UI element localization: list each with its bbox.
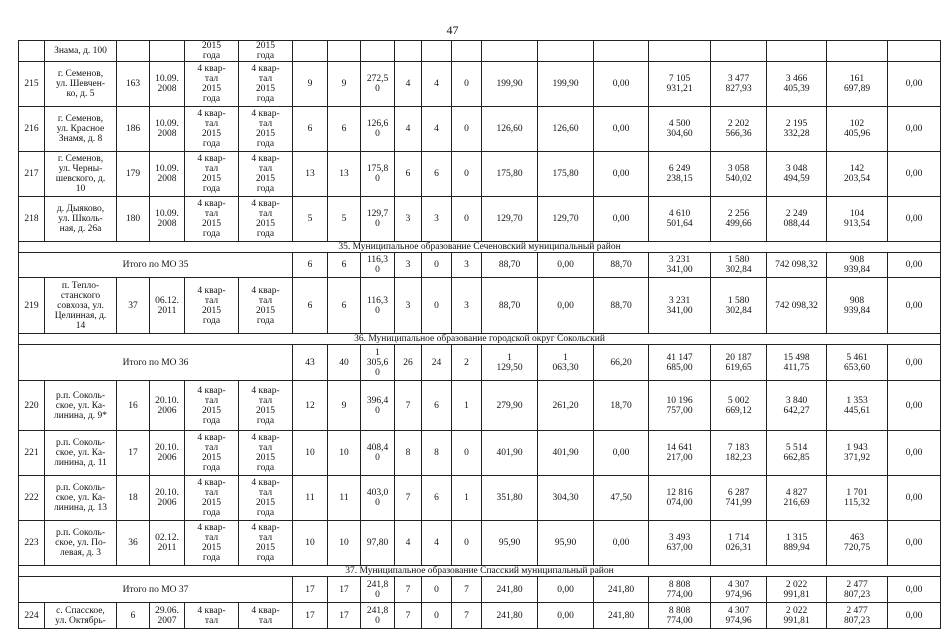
cell-residents: 12 [293, 381, 328, 431]
table-row [19, 521, 941, 566]
cell-area-private: 0,00 [538, 253, 594, 278]
cell-area-total: 279,90 [482, 381, 538, 431]
cell-rooms-private: 0 [422, 278, 452, 334]
cell-extra-funds: 0,00 [888, 431, 941, 476]
cell-rooms-total: 7 [395, 476, 422, 521]
cell-area-municipal: 88,70 [594, 253, 649, 278]
cell-area-total: 199,90 [482, 62, 538, 107]
cell-area-total: 241,80 [482, 603, 538, 629]
cell-cost-total: 3 231 341,00 [649, 278, 711, 334]
cell-area-municipal: 47,50 [594, 476, 649, 521]
cell-cost-total: 3 493 637,00 [649, 521, 711, 566]
cell-fund-share [711, 41, 767, 62]
cell-rooms-total [395, 41, 422, 62]
cell-address: р.п. Соколь- ское, ул. По- левая, д. 3 [45, 521, 117, 566]
cell-actual-date: 4 квар- тал 2015 года [239, 476, 293, 521]
cell-residents: 13 [293, 152, 328, 197]
cell-rooms-total: 7 [395, 381, 422, 431]
cell-extra-funds: 0,00 [888, 577, 941, 603]
cell-extra-funds: 0,00 [888, 345, 941, 381]
cell-region-share: 1 315 889,94 [767, 521, 827, 566]
cell-rooms-total: 4 [395, 62, 422, 107]
cell-plan-date: 4 квар- тал 2015 года [185, 521, 239, 566]
cell-residents-resettled: 11 [328, 476, 361, 521]
cell-doc-number: 180 [117, 197, 150, 242]
cell-address: г. Семенов, ул. Шевчен- ко, д. 5 [45, 62, 117, 107]
cell-address: п. Тепло- станского совхоза, ул. Целинная, д. 14 [45, 278, 117, 334]
cell-cost-total: 7 105 931,21 [649, 62, 711, 107]
cell-plan-date: 4 квар- тал [185, 603, 239, 629]
cell-address: р.п. Соколь- ское, ул. Ка- линина, д. 13 [45, 476, 117, 521]
cell-rooms-private: 6 [422, 152, 452, 197]
cell-row-number: 220 [19, 381, 45, 431]
cell-area-municipal: 0,00 [594, 107, 649, 152]
cell-actual-date: 4 квар- тал 2015 года [239, 521, 293, 566]
cell-extra-funds: 0,00 [888, 521, 941, 566]
cell-rooms-total: 26 [395, 345, 422, 381]
cell-doc-date [150, 41, 185, 62]
cell-rooms-private: 6 [422, 476, 452, 521]
cell-doc-number: 18 [117, 476, 150, 521]
cell-extra-funds: 0,00 [888, 152, 941, 197]
cell-extra-funds [888, 41, 941, 62]
cell-municipal-share: 161 697,89 [827, 62, 888, 107]
cell-rooms-total: 7 [395, 603, 422, 629]
cell-fund-share: 3 477 827,93 [711, 62, 767, 107]
table-row [19, 41, 941, 62]
cell-actual-date: 4 квар- тал 2015 года [239, 197, 293, 242]
cell-municipal-share: 1 701 115,32 [827, 476, 888, 521]
cell-area-private: 126,60 [538, 107, 594, 152]
cell-municipal-share: 102 405,96 [827, 107, 888, 152]
section-title: 36. Муниципальное образование городской округ Сокольский [19, 334, 941, 345]
cell-fund-share: 2 256 499,66 [711, 197, 767, 242]
cell-rooms-private: 0 [422, 577, 452, 603]
cell-doc-number: 37 [117, 278, 150, 334]
cell-municipal-share: 1 943 371,92 [827, 431, 888, 476]
cell-region-share [767, 41, 827, 62]
cell-doc-date: 10.09. 2008 [150, 107, 185, 152]
cell-doc-number: 16 [117, 381, 150, 431]
cell-total-area: 396,4 0 [361, 381, 395, 431]
cell-area-total: 1 129,50 [482, 345, 538, 381]
cell-total-area: 129,7 0 [361, 197, 395, 242]
cell-doc-date: 20.10. 2006 [150, 431, 185, 476]
cell-area-total: 401,90 [482, 431, 538, 476]
cell-extra-funds: 0,00 [888, 253, 941, 278]
table-row [19, 431, 941, 476]
cell-total-area: 116,3 0 [361, 253, 395, 278]
cell-rooms-private: 0 [422, 253, 452, 278]
cell-region-share: 2 249 088,44 [767, 197, 827, 242]
cell-area-private: 1 063,30 [538, 345, 594, 381]
cell-row-number [19, 41, 45, 62]
cell-area-private: 199,90 [538, 62, 594, 107]
cell-rooms-municipal: 7 [452, 603, 482, 629]
cell-rooms-private [422, 41, 452, 62]
total-label: Итого по МО 37 [19, 577, 293, 603]
cell-area-total: 351,80 [482, 476, 538, 521]
cell-rooms-municipal: 7 [452, 577, 482, 603]
cell-row-number: 222 [19, 476, 45, 521]
cell-row-number: 223 [19, 521, 45, 566]
cell-plan-date: 4 квар- тал 2015 года [185, 278, 239, 334]
cell-total-area [361, 41, 395, 62]
cell-area-total [482, 41, 538, 62]
total-row [19, 345, 941, 381]
cell-fund-share: 4 307 974,96 [711, 577, 767, 603]
table-row [19, 107, 941, 152]
cell-rooms-total: 3 [395, 253, 422, 278]
cell-doc-number: 36 [117, 521, 150, 566]
cell-municipal-share: 104 913,54 [827, 197, 888, 242]
cell-total-area: 241,8 0 [361, 577, 395, 603]
cell-plan-date: 4 квар- тал 2015 года [185, 107, 239, 152]
total-label: Итого по МО 35 [19, 253, 293, 278]
cell-rooms-private: 0 [422, 603, 452, 629]
cell-area-total: 175,80 [482, 152, 538, 197]
cell-extra-funds: 0,00 [888, 107, 941, 152]
cell-residents: 10 [293, 521, 328, 566]
cell-total-area: 175,8 0 [361, 152, 395, 197]
cell-doc-number: 179 [117, 152, 150, 197]
cell-residents: 43 [293, 345, 328, 381]
cell-region-share: 3 840 642,27 [767, 381, 827, 431]
cell-residents: 9 [293, 62, 328, 107]
cell-rooms-municipal: 0 [452, 152, 482, 197]
cell-rooms-municipal [452, 41, 482, 62]
section-title: 35. Муниципальное образование Сеченовский муниципальный район [19, 242, 941, 253]
cell-cost-total: 6 249 238,15 [649, 152, 711, 197]
cell-address: с. Спасское, ул. Октябрь- [45, 603, 117, 629]
cell-plan-date: 2015 года [185, 41, 239, 62]
cell-doc-date: 06.12. 2011 [150, 278, 185, 334]
cell-fund-share: 1 580 302,84 [711, 278, 767, 334]
cell-region-share: 4 827 216,69 [767, 476, 827, 521]
cell-region-share: 3 466 405,39 [767, 62, 827, 107]
cell-rooms-municipal: 0 [452, 521, 482, 566]
cell-municipal-share: 142 203,54 [827, 152, 888, 197]
cell-municipal-share: 2 477 807,23 [827, 603, 888, 629]
table-row [19, 152, 941, 197]
cell-plan-date: 4 квар- тал 2015 года [185, 476, 239, 521]
cell-fund-share: 1 714 026,31 [711, 521, 767, 566]
cell-residents-resettled: 6 [328, 107, 361, 152]
table-row [19, 197, 941, 242]
cell-rooms-private: 3 [422, 197, 452, 242]
cell-rooms-municipal: 0 [452, 197, 482, 242]
cell-row-number: 215 [19, 62, 45, 107]
cell-region-share: 5 514 662,85 [767, 431, 827, 476]
cell-area-private: 95,90 [538, 521, 594, 566]
cell-region-share: 2 195 332,28 [767, 107, 827, 152]
cell-row-number: 217 [19, 152, 45, 197]
cell-area-total: 88,70 [482, 253, 538, 278]
cell-municipal-share: 1 353 445,61 [827, 381, 888, 431]
cell-area-total: 88,70 [482, 278, 538, 334]
cell-rooms-municipal: 2 [452, 345, 482, 381]
cell-doc-date: 10.09. 2008 [150, 197, 185, 242]
section-row [19, 334, 941, 345]
cell-total-area: 1 305,6 0 [361, 345, 395, 381]
cell-area-municipal: 0,00 [594, 152, 649, 197]
cell-extra-funds: 0,00 [888, 62, 941, 107]
cell-residents-resettled: 17 [328, 603, 361, 629]
cell-doc-number: 186 [117, 107, 150, 152]
cell-area-total: 126,60 [482, 107, 538, 152]
cell-address: г. Семенов, ул. Красное Знамя, д. 8 [45, 107, 117, 152]
cell-area-total: 95,90 [482, 521, 538, 566]
cell-actual-date: 4 квар- тал 2015 года [239, 431, 293, 476]
cell-total-area: 241,8 0 [361, 603, 395, 629]
cell-total-area: 126,6 0 [361, 107, 395, 152]
cell-plan-date: 4 квар- тал 2015 года [185, 62, 239, 107]
cell-area-municipal [594, 41, 649, 62]
cell-area-private: 261,20 [538, 381, 594, 431]
cell-rooms-municipal: 3 [452, 253, 482, 278]
cell-rooms-private: 8 [422, 431, 452, 476]
cell-cost-total: 10 196 757,00 [649, 381, 711, 431]
cell-area-municipal: 66,20 [594, 345, 649, 381]
cell-row-number: 219 [19, 278, 45, 334]
cell-extra-funds: 0,00 [888, 603, 941, 629]
cell-row-number: 216 [19, 107, 45, 152]
cell-area-municipal: 0,00 [594, 431, 649, 476]
housing-program-table [18, 40, 941, 629]
cell-residents-resettled: 6 [328, 278, 361, 334]
cell-residents-resettled: 40 [328, 345, 361, 381]
cell-total-area: 403,0 0 [361, 476, 395, 521]
cell-rooms-private: 6 [422, 381, 452, 431]
cell-area-municipal: 0,00 [594, 521, 649, 566]
cell-doc-date: 10.09. 2008 [150, 152, 185, 197]
cell-residents-resettled: 10 [328, 521, 361, 566]
cell-rooms-private: 24 [422, 345, 452, 381]
cell-region-share: 15 498 411,75 [767, 345, 827, 381]
section-row [19, 566, 941, 577]
cell-address: г. Семенов, ул. Черны- шевского, д. 10 [45, 152, 117, 197]
cell-rooms-municipal: 1 [452, 381, 482, 431]
cell-plan-date: 4 квар- тал 2015 года [185, 197, 239, 242]
cell-cost-total: 14 641 217,00 [649, 431, 711, 476]
cell-area-municipal: 0,00 [594, 62, 649, 107]
cell-rooms-total: 7 [395, 577, 422, 603]
total-row [19, 253, 941, 278]
total-row [19, 577, 941, 603]
cell-area-private: 401,90 [538, 431, 594, 476]
cell-area-private: 304,30 [538, 476, 594, 521]
cell-area-municipal: 0,00 [594, 197, 649, 242]
cell-plan-date: 4 квар- тал 2015 года [185, 431, 239, 476]
cell-cost-total: 3 231 341,00 [649, 253, 711, 278]
cell-rooms-total: 3 [395, 197, 422, 242]
cell-rooms-total: 4 [395, 521, 422, 566]
cell-rooms-municipal: 0 [452, 107, 482, 152]
table-row [19, 603, 941, 629]
cell-fund-share: 2 202 566,36 [711, 107, 767, 152]
cell-residents-resettled: 13 [328, 152, 361, 197]
cell-cost-total: 4 610 501,64 [649, 197, 711, 242]
cell-actual-date: 4 квар- тал 2015 года [239, 381, 293, 431]
section-title: 37. Муниципальное образование Спасский муниципальный район [19, 566, 941, 577]
cell-extra-funds: 0,00 [888, 197, 941, 242]
cell-area-private: 0,00 [538, 577, 594, 603]
cell-area-municipal: 241,80 [594, 603, 649, 629]
cell-doc-number [117, 41, 150, 62]
cell-total-area: 116,3 0 [361, 278, 395, 334]
cell-doc-date: 20.10. 2006 [150, 381, 185, 431]
cell-actual-date: 4 квар- тал 2015 года [239, 152, 293, 197]
cell-region-share: 742 098,32 [767, 253, 827, 278]
table-row [19, 381, 941, 431]
cell-residents: 6 [293, 107, 328, 152]
cell-doc-date: 02.12. 2011 [150, 521, 185, 566]
cell-plan-date: 4 квар- тал 2015 года [185, 381, 239, 431]
cell-area-municipal: 241,80 [594, 577, 649, 603]
cell-region-share: 3 048 494,59 [767, 152, 827, 197]
cell-row-number: 221 [19, 431, 45, 476]
table-row [19, 278, 941, 334]
cell-address: Знама, д. 100 [45, 41, 117, 62]
cell-cost-total: 4 500 304,60 [649, 107, 711, 152]
page-number: 47 [446, 23, 459, 37]
cell-fund-share: 7 183 182,23 [711, 431, 767, 476]
cell-rooms-private: 4 [422, 107, 452, 152]
cell-total-area: 97,80 [361, 521, 395, 566]
cell-area-municipal: 18,70 [594, 381, 649, 431]
cell-area-private: 129,70 [538, 197, 594, 242]
cell-residents-resettled: 9 [328, 62, 361, 107]
cell-municipal-share: 5 461 653,60 [827, 345, 888, 381]
cell-address: р.п. Соколь- ское, ул. Ка- линина, д. 11 [45, 431, 117, 476]
cell-residents: 17 [293, 577, 328, 603]
cell-residents: 10 [293, 431, 328, 476]
cell-residents: 17 [293, 603, 328, 629]
cell-address: р.п. Соколь- ское, ул. Ка- линина, д. 9* [45, 381, 117, 431]
cell-municipal-share: 463 720,75 [827, 521, 888, 566]
cell-total-area: 272,5 0 [361, 62, 395, 107]
cell-fund-share: 4 307 974,96 [711, 603, 767, 629]
cell-area-total: 241,80 [482, 577, 538, 603]
cell-rooms-municipal: 3 [452, 278, 482, 334]
cell-cost-total: 8 808 774,00 [649, 577, 711, 603]
cell-actual-date: 2015 года [239, 41, 293, 62]
cell-total-area: 408,4 0 [361, 431, 395, 476]
cell-municipal-share: 908 939,84 [827, 253, 888, 278]
cell-actual-date: 4 квар- тал 2015 года [239, 107, 293, 152]
cell-fund-share: 20 187 619,65 [711, 345, 767, 381]
cell-actual-date: 4 квар- тал [239, 603, 293, 629]
table-row [19, 476, 941, 521]
cell-residents: 11 [293, 476, 328, 521]
cell-row-number: 224 [19, 603, 45, 629]
cell-region-share: 2 022 991,81 [767, 577, 827, 603]
cell-rooms-municipal: 1 [452, 476, 482, 521]
cell-residents-resettled: 10 [328, 431, 361, 476]
cell-doc-date: 29.06. 2007 [150, 603, 185, 629]
cell-municipal-share: 2 477 807,23 [827, 577, 888, 603]
cell-doc-number: 17 [117, 431, 150, 476]
cell-rooms-private: 4 [422, 521, 452, 566]
cell-residents-resettled: 9 [328, 381, 361, 431]
cell-residents-resettled [328, 41, 361, 62]
cell-rooms-private: 4 [422, 62, 452, 107]
cell-cost-total: 12 816 074,00 [649, 476, 711, 521]
cell-fund-share: 3 058 540,02 [711, 152, 767, 197]
section-row [19, 242, 941, 253]
cell-address: д. Дыяково, ул. Школь- ная, д. 26а [45, 197, 117, 242]
cell-rooms-total: 3 [395, 278, 422, 334]
cell-actual-date: 4 квар- тал 2015 года [239, 62, 293, 107]
cell-area-private: 0,00 [538, 278, 594, 334]
cell-region-share: 2 022 991,81 [767, 603, 827, 629]
cell-region-share: 742 098,32 [767, 278, 827, 334]
cell-rooms-municipal: 0 [452, 431, 482, 476]
cell-residents: 6 [293, 278, 328, 334]
cell-municipal-share: 908 939,84 [827, 278, 888, 334]
cell-doc-number: 163 [117, 62, 150, 107]
cell-fund-share: 6 287 741,99 [711, 476, 767, 521]
cell-fund-share: 1 580 302,84 [711, 253, 767, 278]
cell-residents: 5 [293, 197, 328, 242]
cell-area-total: 129,70 [482, 197, 538, 242]
cell-rooms-total: 6 [395, 152, 422, 197]
cell-residents-resettled: 5 [328, 197, 361, 242]
cell-row-number: 218 [19, 197, 45, 242]
cell-actual-date: 4 квар- тал 2015 года [239, 278, 293, 334]
cell-plan-date: 4 квар- тал 2015 года [185, 152, 239, 197]
cell-extra-funds: 0,00 [888, 278, 941, 334]
cell-doc-date: 20.10. 2006 [150, 476, 185, 521]
cell-residents: 6 [293, 253, 328, 278]
cell-rooms-municipal: 0 [452, 62, 482, 107]
cell-fund-share: 5 002 669,12 [711, 381, 767, 431]
cell-area-municipal: 88,70 [594, 278, 649, 334]
cell-residents-resettled: 6 [328, 253, 361, 278]
cell-area-private [538, 41, 594, 62]
cell-rooms-total: 8 [395, 431, 422, 476]
cell-doc-date: 10.09. 2008 [150, 62, 185, 107]
cell-municipal-share [827, 41, 888, 62]
cell-residents [293, 41, 328, 62]
cell-extra-funds: 0,00 [888, 381, 941, 431]
cell-area-private: 0,00 [538, 603, 594, 629]
cell-cost-total: 41 147 685,00 [649, 345, 711, 381]
cell-cost-total: 8 808 774,00 [649, 603, 711, 629]
cell-residents-resettled: 17 [328, 577, 361, 603]
cell-rooms-total: 4 [395, 107, 422, 152]
cell-doc-number: 6 [117, 603, 150, 629]
cell-cost-total [649, 41, 711, 62]
table-row [19, 62, 941, 107]
cell-area-private: 175,80 [538, 152, 594, 197]
total-label: Итого по МО 36 [19, 345, 293, 381]
cell-extra-funds: 0,00 [888, 476, 941, 521]
